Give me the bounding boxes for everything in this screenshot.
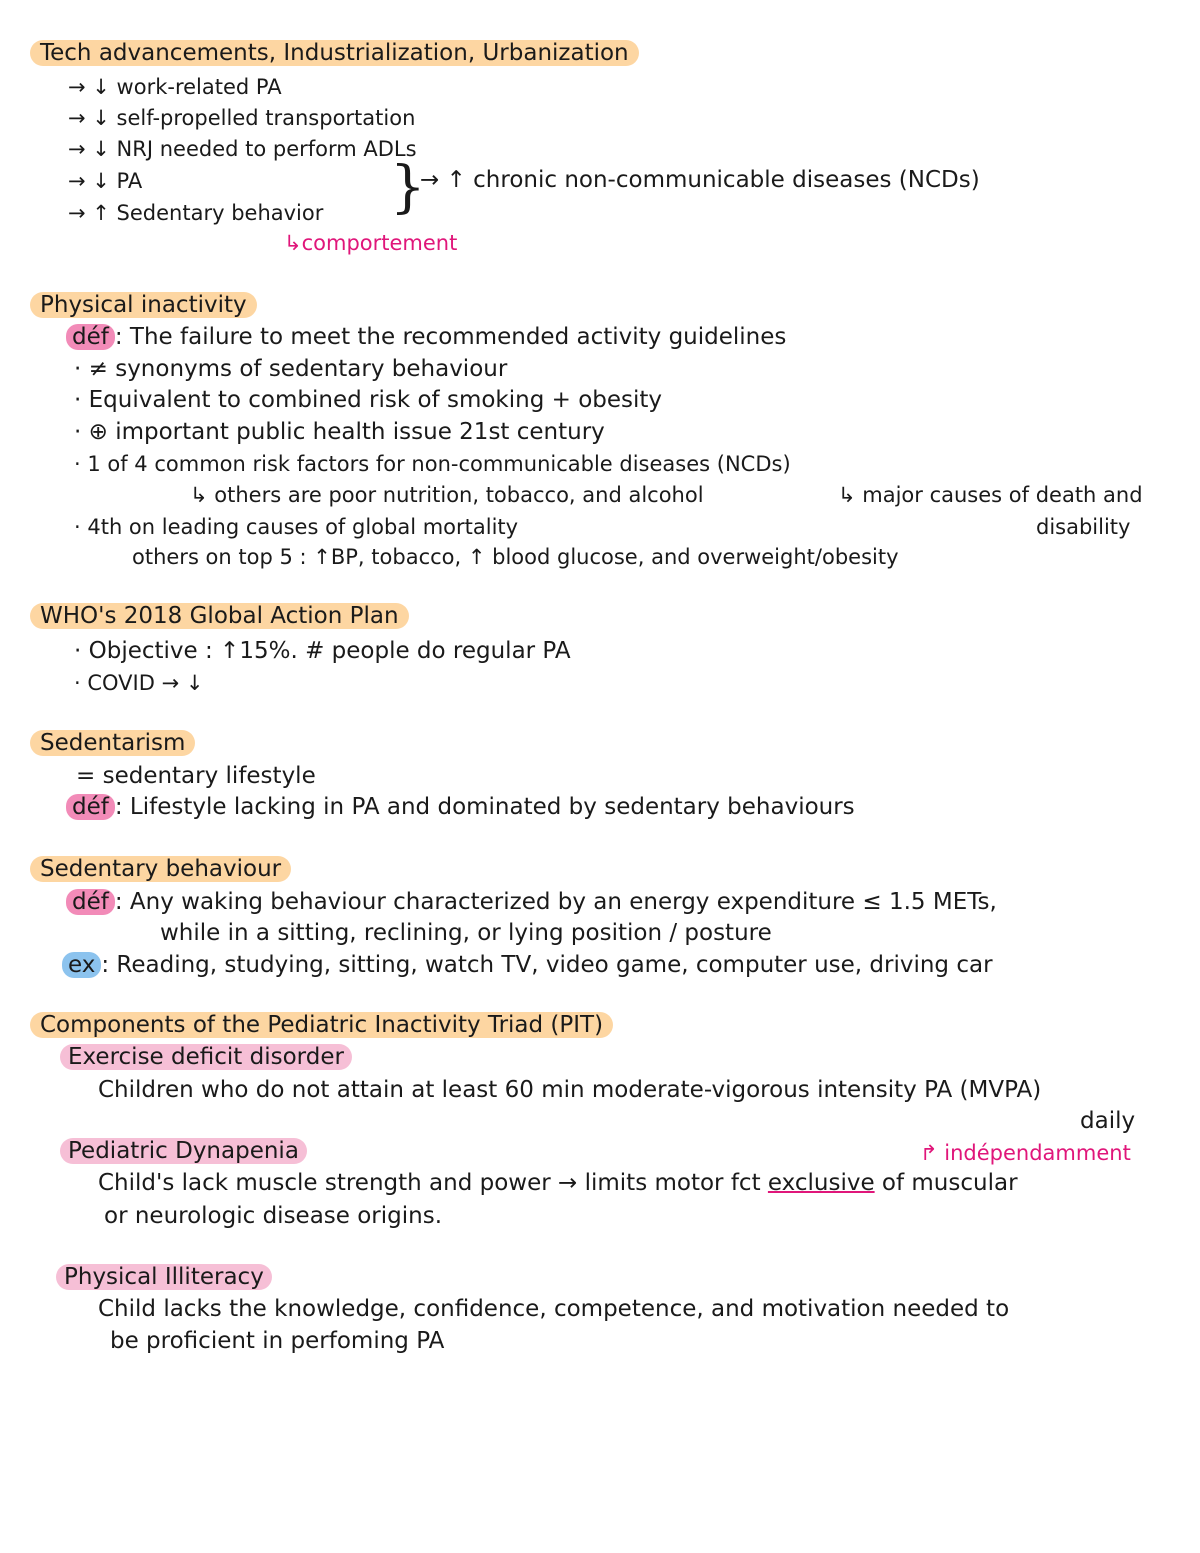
inactivity-bullet-1: · ≠ synonyms of sedentary behaviour <box>74 356 508 382</box>
tech-item-5: → ↑ Sedentary behavior <box>68 201 324 225</box>
closing-brace-icon: } <box>390 155 426 220</box>
inactivity-bullet-3: · ⊕ important public health issue 21st century <box>74 419 605 445</box>
sed-behaviour-definition-2: while in a sitting, reclining, or lying position / posture <box>160 920 772 946</box>
who-item-1: · Objective : ↑15%. # people do regular PA <box>74 638 571 664</box>
who-item-2: · COVID → ↓ <box>74 671 204 695</box>
sed-behaviour-heading: Sedentary behaviour <box>40 854 291 884</box>
ex-tag: ex <box>62 952 101 978</box>
dynapenia-text: Child's lack muscle strength and power → limits motor fct exclusive of muscular <box>98 1170 1018 1196</box>
inactivity-subnote-right: ↳ major causes of death and <box>838 483 1143 507</box>
tech-brace-result: → ↑ chronic non-communicable diseases (NCDs) <box>420 167 980 193</box>
sed-behaviour-examples: ex : Reading, studying, sitting, watch TV, video game, computer use, driving car <box>62 950 993 980</box>
inactivity-bullet-5: · 4th on leading causes of global mortality <box>74 515 519 539</box>
def-tag: déf <box>66 794 115 820</box>
sedentarism-heading: Sedentarism <box>40 728 195 758</box>
inactivity-subnote-left: ↳ others are poor nutrition, tobacco, and alcohol <box>190 483 704 507</box>
def-tag: déf <box>66 324 115 350</box>
inactivity-bullet-5-note: others on top 5 : ↑BP, tobacco, ↑ blood glucose, and overweight/obesity <box>132 545 899 569</box>
illiteracy-text-2: be proficient in perfoming PA <box>110 1328 445 1354</box>
inactivity-bullet-4: · 1 of 4 common risk factors for non-communicable diseases (NCDs) <box>74 452 791 476</box>
tech-heading: Tech advancements, Industrialization, Urbanization <box>40 38 639 68</box>
sedentarism-equal: = sedentary lifestyle <box>76 763 316 789</box>
dynapenia-annotation: ↱ indépendamment <box>920 1141 1131 1165</box>
exclusive-word: exclusive <box>767 1170 875 1196</box>
tech-item-2: → ↓ self-propelled transportation <box>68 106 416 130</box>
edd-title: Exercise deficit disorder <box>68 1042 352 1072</box>
edd-text-2: daily <box>1080 1108 1136 1134</box>
def-tag: déf <box>66 889 115 915</box>
tech-item-3: → ↓ NRJ needed to perform ADLs <box>68 137 417 161</box>
inactivity-subnote-right-2: disability <box>1036 515 1131 539</box>
tech-item-1: → ↓ work-related PA <box>68 75 282 99</box>
edd-text: Children who do not attain at least 60 min moderate-vigorous intensity PA (MVPA) <box>98 1077 1042 1103</box>
tech-item-4: → ↓ PA <box>68 169 143 193</box>
inactivity-bullet-2: · Equivalent to combined risk of smoking + obesity <box>74 387 663 413</box>
inactivity-heading: Physical inactivity <box>40 290 257 320</box>
illiteracy-text: Child lacks the knowledge, confidence, competence, and motivation needed to <box>98 1296 1010 1322</box>
illiteracy-title: Physical Illiteracy <box>64 1262 272 1292</box>
dynapenia-title: Pediatric Dynapenia <box>68 1136 307 1166</box>
who-heading: WHO's 2018 Global Action Plan <box>40 601 409 631</box>
pit-heading: Components of the Pediatric Inactivity Triad (PIT) <box>40 1010 613 1040</box>
dynapenia-text-2: or neurologic disease origins. <box>104 1203 443 1229</box>
sed-behaviour-definition: déf : Any waking behaviour characterized by an energy expenditure ≤ 1.5 METs, <box>66 887 997 917</box>
inactivity-definition: déf : The failure to meet the recommended activity guidelines <box>66 322 786 352</box>
tech-translation: ↳comportement <box>284 231 458 255</box>
sedentarism-definition: déf : Lifestyle lacking in PA and dominated by sedentary behaviours <box>66 792 855 822</box>
